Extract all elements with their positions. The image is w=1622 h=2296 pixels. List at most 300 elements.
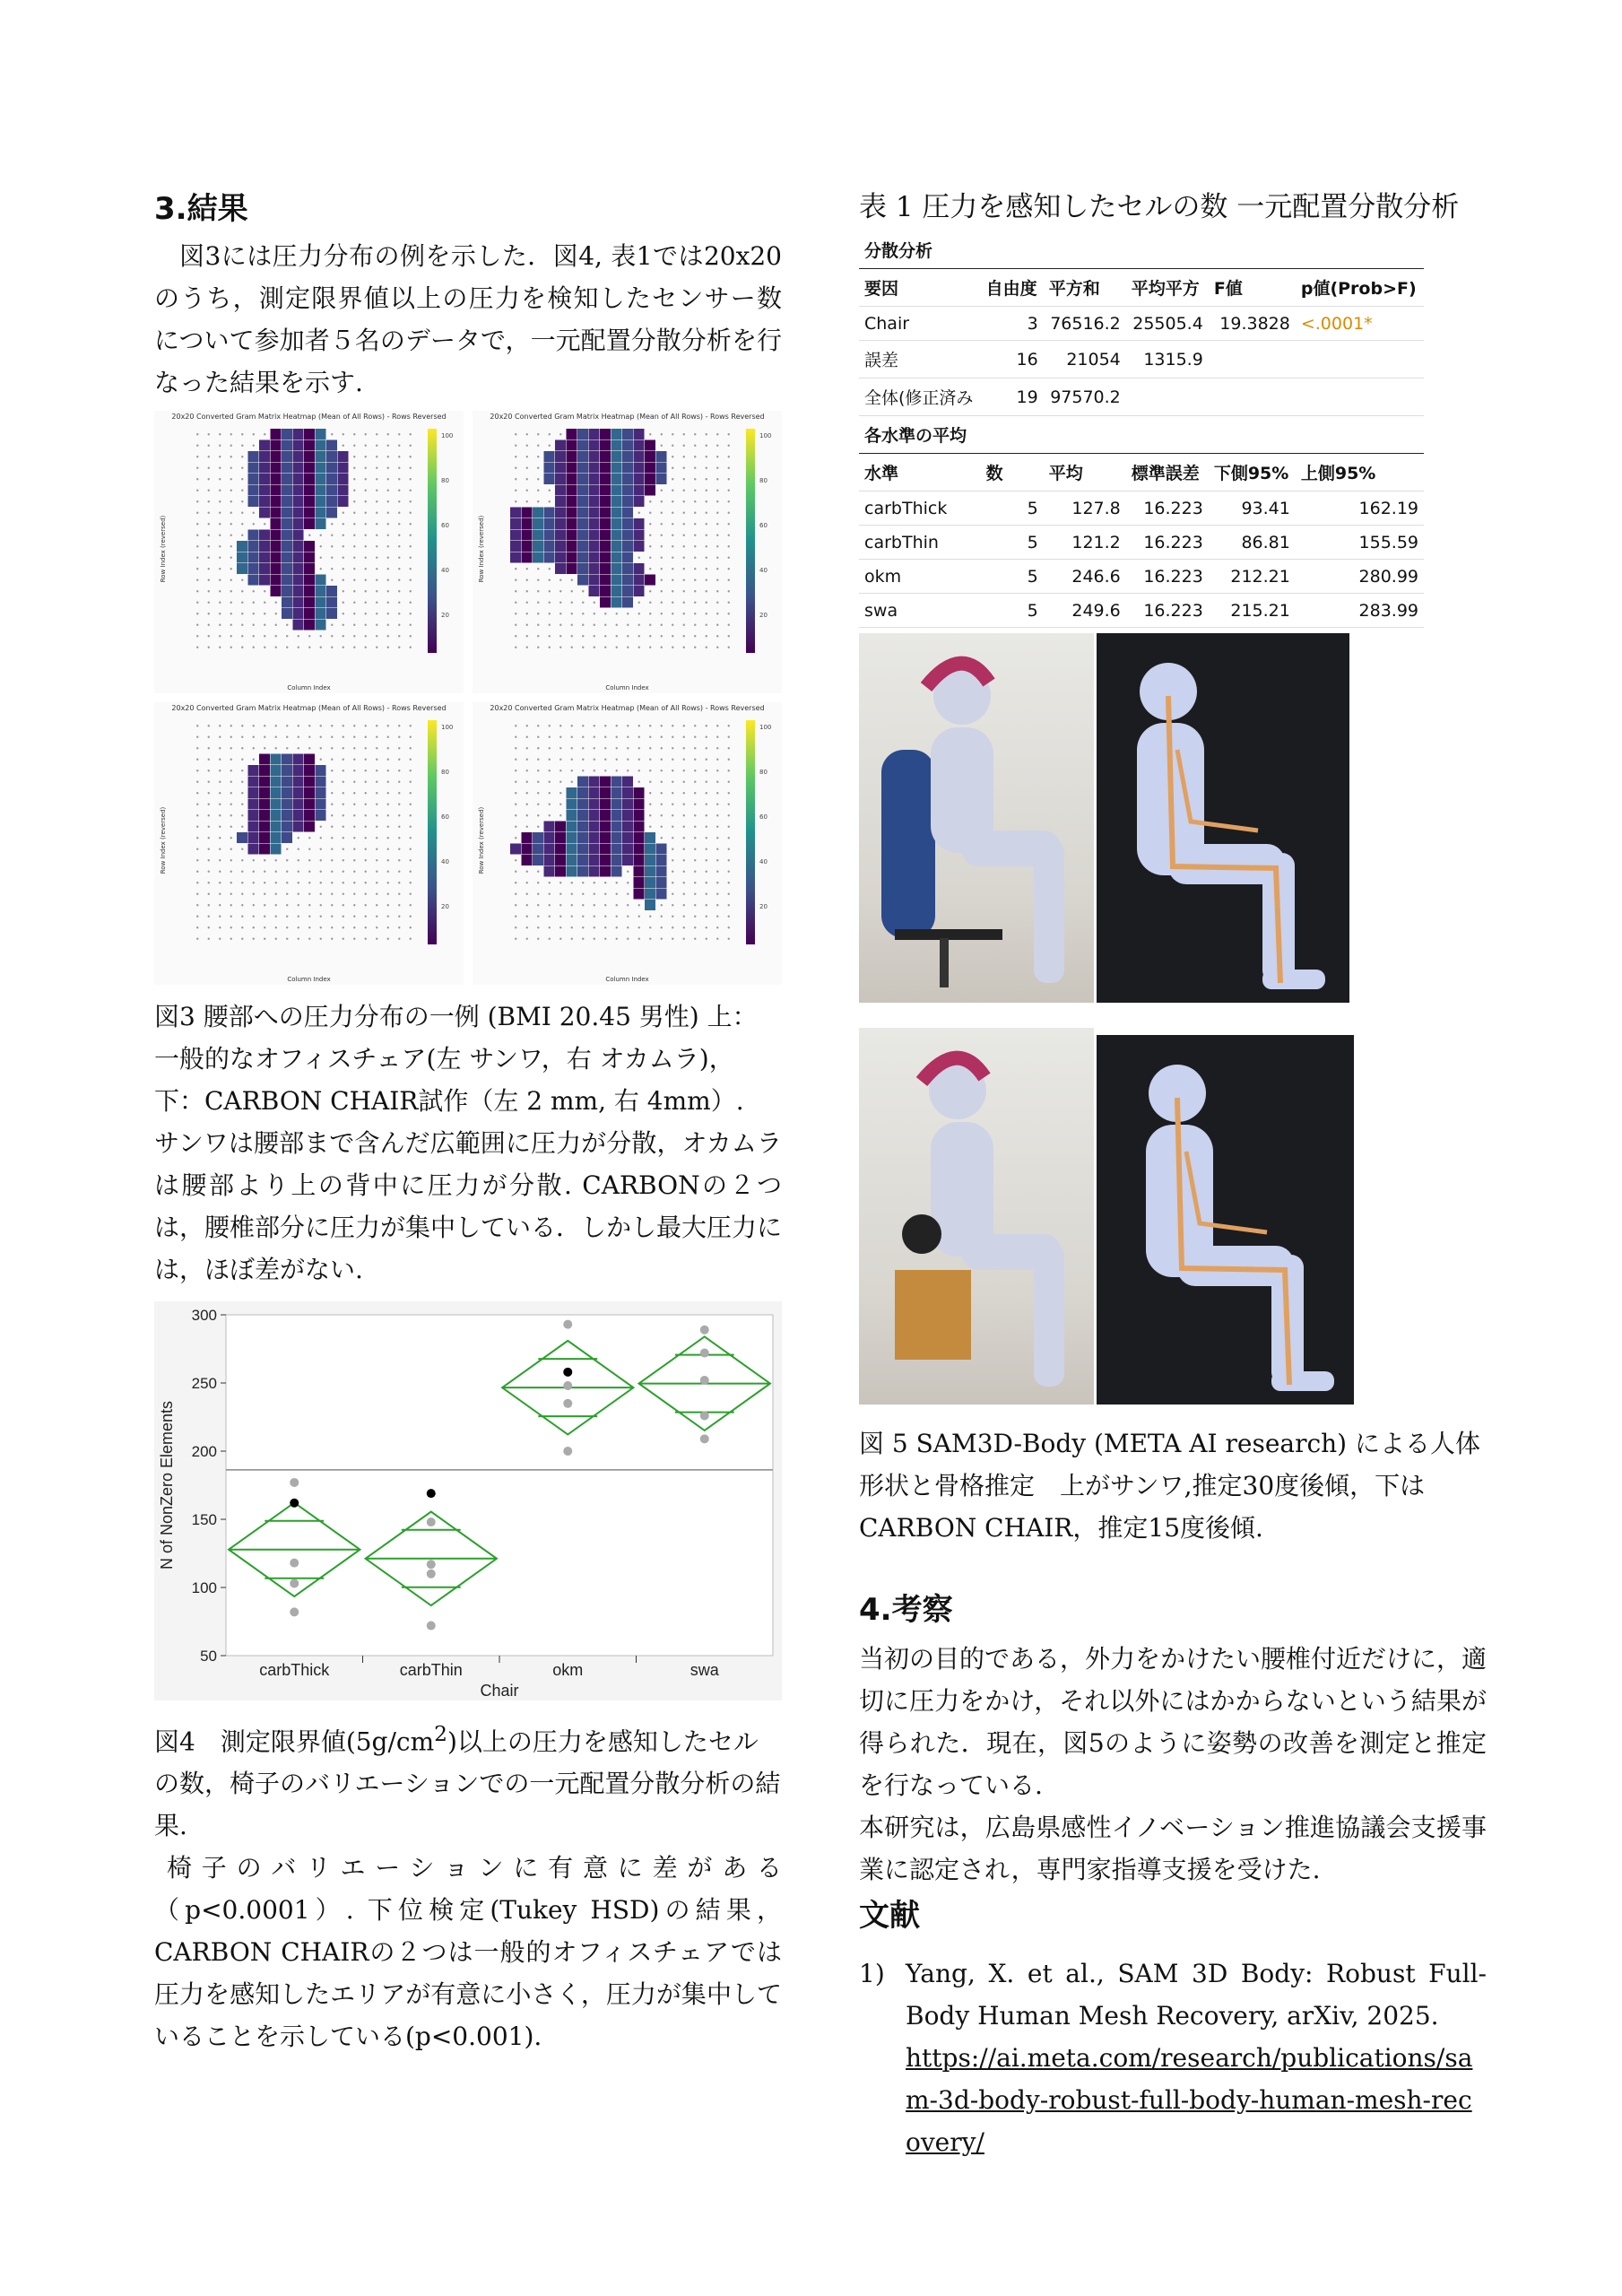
heatmap-zero-dot: [208, 814, 210, 816]
table-cell: okm: [859, 560, 981, 594]
heatmap-cell: [259, 552, 270, 563]
heatmap-cell: [304, 822, 315, 832]
heatmap-zero-dot: [410, 456, 412, 457]
heatmap-zero-dot: [410, 725, 412, 726]
heatmap-zero-dot: [208, 859, 210, 861]
heatmap-zero-dot: [716, 590, 718, 592]
heatmap-cell: [316, 575, 326, 586]
heatmap-zero-dot: [571, 747, 573, 749]
heatmap-zero-dot: [331, 837, 333, 839]
heatmap-zero-dot: [694, 759, 696, 761]
heatmap-zero-dot: [582, 926, 584, 928]
table-cell: 127.8: [1044, 491, 1126, 526]
heatmap-zero-dot: [672, 500, 673, 502]
heatmap-zero-dot: [728, 635, 730, 637]
heatmap-zero-dot: [343, 770, 344, 771]
heatmap-zero-dot: [343, 545, 344, 547]
heatmap-zero-dot: [241, 467, 243, 469]
heatmap-cell: [522, 844, 533, 855]
heatmap-zero-dot: [343, 781, 344, 783]
heatmap-zero-dot: [716, 445, 718, 447]
heatmap-cell: [589, 586, 600, 596]
heatmap-zero-dot: [320, 759, 322, 761]
heatmap-cell: [645, 451, 655, 462]
heatmap-cell: [634, 832, 645, 843]
heatmap-zero-dot: [331, 523, 333, 525]
heatmap-zero-dot: [694, 848, 696, 850]
heatmap-zero-dot: [331, 624, 333, 626]
heatmap-zero-dot: [683, 837, 685, 839]
y-axis-label: N of NonZero Elements: [158, 1400, 176, 1570]
heatmap-zero-dot: [264, 916, 265, 918]
heatmap-zero-dot: [728, 882, 730, 883]
heatmap-cell: [612, 563, 622, 574]
heatmap-zero-dot: [365, 859, 367, 861]
heatmap-cell: [316, 620, 326, 631]
heatmap-zero-dot: [253, 938, 255, 940]
reference-link[interactable]: https://ai.meta.com/research/publications/sam-3d-body-robust-full-body-human-mesh-recovery/: [906, 2043, 1473, 2157]
heatmap-zero-dot: [331, 557, 333, 559]
heatmap-cell: [577, 541, 588, 552]
heatmap-zero-dot: [230, 759, 232, 761]
heatmap-zero-dot: [537, 579, 539, 581]
heatmap-cell: [612, 866, 622, 877]
heatmap-zero-dot: [559, 602, 561, 604]
table-cell: 280.99: [1296, 560, 1424, 594]
heatmap-zero-dot: [694, 613, 696, 614]
heatmap-cell: [600, 440, 611, 451]
heatmap-zero-dot: [343, 579, 344, 581]
heatmap-cell: [282, 586, 292, 596]
heatmap-zero-dot: [694, 602, 696, 604]
heatmap-cell: [282, 777, 292, 787]
heatmap-zero-dot: [353, 926, 355, 928]
section-heading-discussion: 4.考察: [859, 1592, 953, 1628]
heatmap-zero-dot: [376, 893, 377, 895]
heatmap-zero-dot: [694, 770, 696, 771]
heatmap-cell: [544, 474, 555, 484]
heatmap-zero-dot: [649, 938, 651, 940]
heatmap-zero-dot: [353, 478, 355, 480]
heatmap-zero-dot: [716, 613, 718, 614]
heatmap-zero-dot: [604, 613, 606, 614]
heatmap-zero-dot: [230, 926, 232, 928]
heatmap-zero-dot: [253, 445, 255, 447]
heatmap-cell: [282, 496, 292, 507]
heatmap-zero-dot: [398, 635, 400, 637]
heatmap-zero-dot: [398, 747, 400, 749]
heatmap-cell: [589, 541, 600, 552]
heatmap-zero-dot: [208, 804, 210, 805]
heatmap-zero-dot: [387, 747, 389, 749]
heatmap-zero-dot: [526, 635, 528, 637]
heatmap-zero-dot: [661, 926, 663, 928]
heatmap-zero-dot: [706, 590, 707, 592]
heatmap-cell: [271, 429, 282, 439]
heatmap-zero-dot: [264, 523, 265, 525]
heatmap-zero-dot: [582, 613, 584, 614]
heatmap-zero-dot: [376, 859, 377, 861]
heatmap-zero-dot: [706, 467, 707, 469]
heatmap-zero-dot: [230, 433, 232, 435]
section-heading-results: 3.結果: [154, 191, 248, 227]
heatmap-cell: [634, 518, 645, 529]
heatmap-cell: [316, 518, 326, 529]
heatmap-zero-dot: [219, 736, 221, 738]
heatmap-cell: [645, 474, 655, 484]
heatmap-zero-dot: [387, 893, 389, 895]
heatmap-zero-dot: [241, 445, 243, 447]
heatmap-cell: [326, 597, 337, 608]
heatmap-zero-dot: [230, 747, 232, 749]
heatmap-zero-dot: [706, 804, 707, 805]
heatmap-zero-dot: [398, 467, 400, 469]
heatmap-zero-dot: [571, 926, 573, 928]
heatmap-zero-dot: [694, 635, 696, 637]
heatmap-zero-dot: [398, 759, 400, 761]
heatmap-zero-dot: [728, 478, 730, 480]
heatmap-zero-dot: [672, 781, 673, 783]
heatmap-zero-dot: [716, 635, 718, 637]
data-point: [290, 1478, 299, 1487]
heatmap-zero-dot: [320, 557, 322, 559]
fig4-chart: [154, 1301, 782, 1700]
heatmap-zero-dot: [549, 804, 551, 805]
heatmap-cell: [248, 563, 259, 574]
heatmap-zero-dot: [275, 916, 277, 918]
heatmap-zero-dot: [515, 893, 516, 895]
heatmap-cell: [304, 429, 315, 439]
heatmap-zero-dot: [398, 647, 400, 648]
heatmap-zero-dot: [627, 926, 629, 928]
heatmap-zero-dot: [343, 747, 344, 749]
heatmap-zero-dot: [526, 747, 528, 749]
heatmap-cell: [248, 832, 259, 843]
left-column: [154, 184, 782, 2057]
heatmap-zero-dot: [353, 938, 355, 940]
heatmap-zero-dot: [515, 579, 516, 581]
heatmap-zero-dot: [706, 445, 707, 447]
heatmap-zero-dot: [387, 759, 389, 761]
heatmap-zero-dot: [208, 871, 210, 873]
heatmap-zero-dot: [571, 635, 573, 637]
heatmap-zero-dot: [219, 826, 221, 828]
heatmap-zero-dot: [706, 433, 707, 435]
heatmap-zero-dot: [410, 882, 412, 883]
heatmap-zero-dot: [353, 826, 355, 828]
heatmap-zero-dot: [672, 759, 673, 761]
heatmap-cell: [259, 530, 270, 541]
heatmap-cell: [544, 832, 555, 843]
heatmap-zero-dot: [376, 837, 377, 839]
heatmap-zero-dot: [582, 624, 584, 626]
heatmap-zero-dot: [706, 938, 707, 940]
heatmap-zero-dot: [253, 725, 255, 726]
heatmap-zero-dot: [196, 759, 198, 761]
heatmap-zero-dot: [298, 848, 299, 850]
heatmap-cell: [304, 608, 315, 619]
heatmap-zero-dot: [694, 792, 696, 794]
heatmap-zero-dot: [571, 759, 573, 761]
heatmap-zero-dot: [298, 647, 299, 648]
x-tick-label: swa: [690, 1661, 719, 1679]
heatmap-zero-dot: [728, 500, 730, 502]
heatmap-cell: [271, 440, 282, 451]
references-heading: 文献: [859, 1898, 920, 1934]
heatmap-zero-dot: [549, 926, 551, 928]
heatmap-zero-dot: [559, 893, 561, 895]
heatmap-zero-dot: [649, 535, 651, 536]
heatmap-zero-dot: [264, 859, 265, 861]
heatmap-zero-dot: [672, 512, 673, 514]
heatmap-cell: [612, 787, 622, 798]
heatmap-zero-dot: [537, 568, 539, 570]
heatmap-zero-dot: [343, 826, 344, 828]
heatmap-zero-dot: [286, 871, 288, 873]
heatmap-cell: [634, 844, 645, 855]
heatmap-zero-dot: [230, 792, 232, 794]
heatmap-cell: [622, 474, 633, 484]
heatmap-zero-dot: [275, 882, 277, 883]
heatmap-zero-dot: [649, 613, 651, 614]
heatmap-zero-dot: [537, 647, 539, 648]
heatmap-zero-dot: [298, 916, 299, 918]
heatmap-zero-dot: [604, 647, 606, 648]
heatmap-cell: [555, 474, 566, 484]
heatmap-zero-dot: [410, 523, 412, 525]
heatmap-zero-dot: [387, 467, 389, 469]
heatmap-zero-dot: [196, 848, 198, 850]
heatmap-cell: [612, 429, 622, 439]
heatmap-zero-dot: [298, 747, 299, 749]
heatmap-zero-dot: [208, 613, 210, 614]
reference-number: 1): [859, 1959, 885, 1988]
heatmap-cell: [577, 496, 588, 507]
heatmap-zero-dot: [219, 647, 221, 648]
heatmap-cell: [304, 575, 315, 586]
heatmap-zero-dot: [559, 736, 561, 738]
heatmap-zero-dot: [616, 624, 618, 626]
heatmap-zero-dot: [208, 893, 210, 895]
anova-chart-svg: [154, 1301, 782, 1700]
heatmap-zero-dot: [728, 590, 730, 592]
heatmap-zero-dot: [219, 490, 221, 491]
heatmap-zero-dot: [706, 545, 707, 547]
heatmap-zero-dot: [672, 590, 673, 592]
heatmap-zero-dot: [537, 736, 539, 738]
heatmap-zero-dot: [387, 837, 389, 839]
heatmap-zero-dot: [638, 770, 640, 771]
heatmap-zero-dot: [594, 602, 595, 604]
heatmap-zero-dot: [661, 500, 663, 502]
heatmap-zero-dot: [230, 512, 232, 514]
heatmap-cell: [282, 440, 292, 451]
heatmap-zero-dot: [537, 904, 539, 906]
heatmap-zero-dot: [672, 456, 673, 457]
heatmap-cell: [567, 508, 577, 518]
table-cell: 212.21: [1209, 560, 1296, 594]
heatmap-cell: [622, 586, 633, 596]
heatmap-zero-dot: [410, 747, 412, 749]
heatmap-zero-dot: [398, 893, 400, 895]
heatmap-zero-dot: [398, 456, 400, 457]
heatmap-zero-dot: [387, 500, 389, 502]
heatmap-zero-dot: [549, 613, 551, 614]
heatmap-zero-dot: [208, 916, 210, 918]
heatmap-cell: [510, 844, 521, 855]
heatmap-cell: [567, 474, 577, 484]
heatmap-cell: [282, 799, 292, 810]
heatmap-zero-dot: [571, 770, 573, 771]
heatmap-cell: [600, 586, 611, 596]
heatmap-zero-dot: [559, 926, 561, 928]
heatmap-cell: [282, 518, 292, 529]
heatmap-zero-dot: [365, 456, 367, 457]
heatmap-zero-dot: [672, 826, 673, 828]
heatmap-cell: [271, 586, 282, 596]
table-cell: 25505.4: [1126, 307, 1209, 341]
heatmap-zero-dot: [365, 579, 367, 581]
heatmap-cell: [293, 518, 304, 529]
heatmap-zero-dot: [683, 433, 685, 435]
heatmap-zero-dot: [694, 781, 696, 783]
heatmap-zero-dot: [571, 882, 573, 883]
heatmap-zero-dot: [728, 545, 730, 547]
heatmap-cell: [622, 597, 633, 608]
heatmap-zero-dot: [253, 859, 255, 861]
heatmap-cell: [589, 440, 600, 451]
heatmap-zero-dot: [627, 770, 629, 771]
heatmap-zero-dot: [331, 893, 333, 895]
heatmap-zero-dot: [515, 747, 516, 749]
heatmap-zero-dot: [683, 456, 685, 457]
heatmap-zero-dot: [230, 647, 232, 648]
data-point: [290, 1499, 299, 1508]
heatmap-zero-dot: [387, 804, 389, 805]
heatmap-zero-dot: [582, 938, 584, 940]
heatmap-cell: [282, 474, 292, 484]
heatmap-zero-dot: [661, 557, 663, 559]
heatmap-cell: [544, 822, 555, 832]
heatmap-zero-dot: [343, 635, 344, 637]
heatmap-zero-dot: [706, 500, 707, 502]
heatmap-cell: [533, 832, 543, 843]
heatmap-zero-dot: [387, 490, 389, 491]
heatmap-zero-dot: [331, 814, 333, 816]
heatmap-zero-dot: [526, 759, 528, 761]
heatmap-zero-dot: [694, 804, 696, 805]
heatmap-zero-dot: [208, 736, 210, 738]
heatmap-zero-dot: [320, 904, 322, 906]
heatmap-zero-dot: [398, 568, 400, 570]
discussion-paragraph: 当初の目的である，外力をかけたい腰椎付近だけに，適切に圧力をかけ，それ以外にはかからないという結果が得られた．現在，図5のように姿勢の改善を測定と推定を行なっている.: [859, 1644, 1488, 1800]
heatmap-cell: [555, 832, 566, 843]
heatmap-cell: [533, 518, 543, 529]
heatmap-zero-dot: [649, 747, 651, 749]
heatmap-zero-dot: [638, 512, 640, 514]
heatmap-zero-dot: [376, 490, 377, 491]
heatmap-zero-dot: [559, 433, 561, 435]
data-point: [427, 1560, 436, 1569]
heatmap-zero-dot: [376, 747, 377, 749]
heatmap-cell: [600, 485, 611, 496]
heatmap-cell: [293, 508, 304, 518]
heatmap-zero-dot: [582, 747, 584, 749]
heatmap-cell: [248, 451, 259, 462]
heatmap-cell: [555, 552, 566, 563]
heatmap-zero-dot: [559, 725, 561, 726]
heatmap-zero-dot: [537, 792, 539, 794]
skeleton-estimate-icon: [1097, 1035, 1354, 1405]
heatmap-zero-dot: [683, 602, 685, 604]
heatmap-zero-dot: [365, 747, 367, 749]
heatmap-zero-dot: [672, 602, 673, 604]
heatmap-zero-dot: [537, 635, 539, 637]
heatmap-zero-dot: [196, 837, 198, 839]
colorbar-tick-label: 60: [441, 522, 449, 529]
heatmap-zero-dot: [728, 747, 730, 749]
heatmap-zero-dot: [594, 926, 595, 928]
heatmap-zero-dot: [230, 490, 232, 491]
heatmap-zero-dot: [230, 804, 232, 805]
anova-section-label: 分散分析: [859, 231, 1424, 269]
heatmap-zero-dot: [582, 759, 584, 761]
data-point: [427, 1570, 436, 1578]
heatmap-zero-dot: [683, 590, 685, 592]
heatmap-cell: [634, 855, 645, 865]
heatmap-zero-dot: [649, 590, 651, 592]
heatmap-zero-dot: [298, 725, 299, 726]
heatmap-cell: [567, 799, 577, 810]
heatmap-zero-dot: [515, 804, 516, 805]
heatmap-zero-dot: [706, 602, 707, 604]
heatmap-zero-dot: [694, 624, 696, 626]
heatmap-cell: [248, 844, 259, 855]
heatmap-zero-dot: [515, 602, 516, 604]
heatmap-zero-dot: [515, 500, 516, 502]
heatmap-zero-dot: [526, 478, 528, 480]
heatmap-cell: [282, 563, 292, 574]
heatmap-cell: [612, 508, 622, 518]
heatmap-zero-dot: [230, 871, 232, 873]
heatmap-cell: [259, 463, 270, 474]
heatmap-zero-dot: [208, 882, 210, 883]
heatmap-zero-dot: [398, 725, 400, 726]
heatmap-zero-dot: [526, 736, 528, 738]
heatmap-zero-dot: [515, 814, 516, 816]
photo-sanwa-chair: [859, 633, 1094, 1003]
heatmap-zero-dot: [672, 647, 673, 648]
heatmap-zero-dot: [196, 624, 198, 626]
heatmap-zero-dot: [410, 635, 412, 637]
heatmap-zero-dot: [208, 635, 210, 637]
heatmap-zero-dot: [230, 781, 232, 783]
heatmap-zero-dot: [627, 938, 629, 940]
heatmap-zero-dot: [264, 590, 265, 592]
heatmap-zero-dot: [264, 882, 265, 883]
heatmap-zero-dot: [706, 512, 707, 514]
heatmap-zero-dot: [515, 904, 516, 906]
heatmap-zero-dot: [515, 759, 516, 761]
heatmap-zero-dot: [716, 647, 718, 648]
table-cell: 86.81: [1209, 526, 1296, 560]
table-cell: 283.99: [1296, 594, 1424, 628]
heatmap-zero-dot: [320, 545, 322, 547]
heatmap-zero-dot: [308, 904, 310, 906]
heatmap-zero-dot: [219, 557, 221, 559]
heatmap-zero-dot: [661, 490, 663, 491]
heatmap-zero-dot: [196, 500, 198, 502]
